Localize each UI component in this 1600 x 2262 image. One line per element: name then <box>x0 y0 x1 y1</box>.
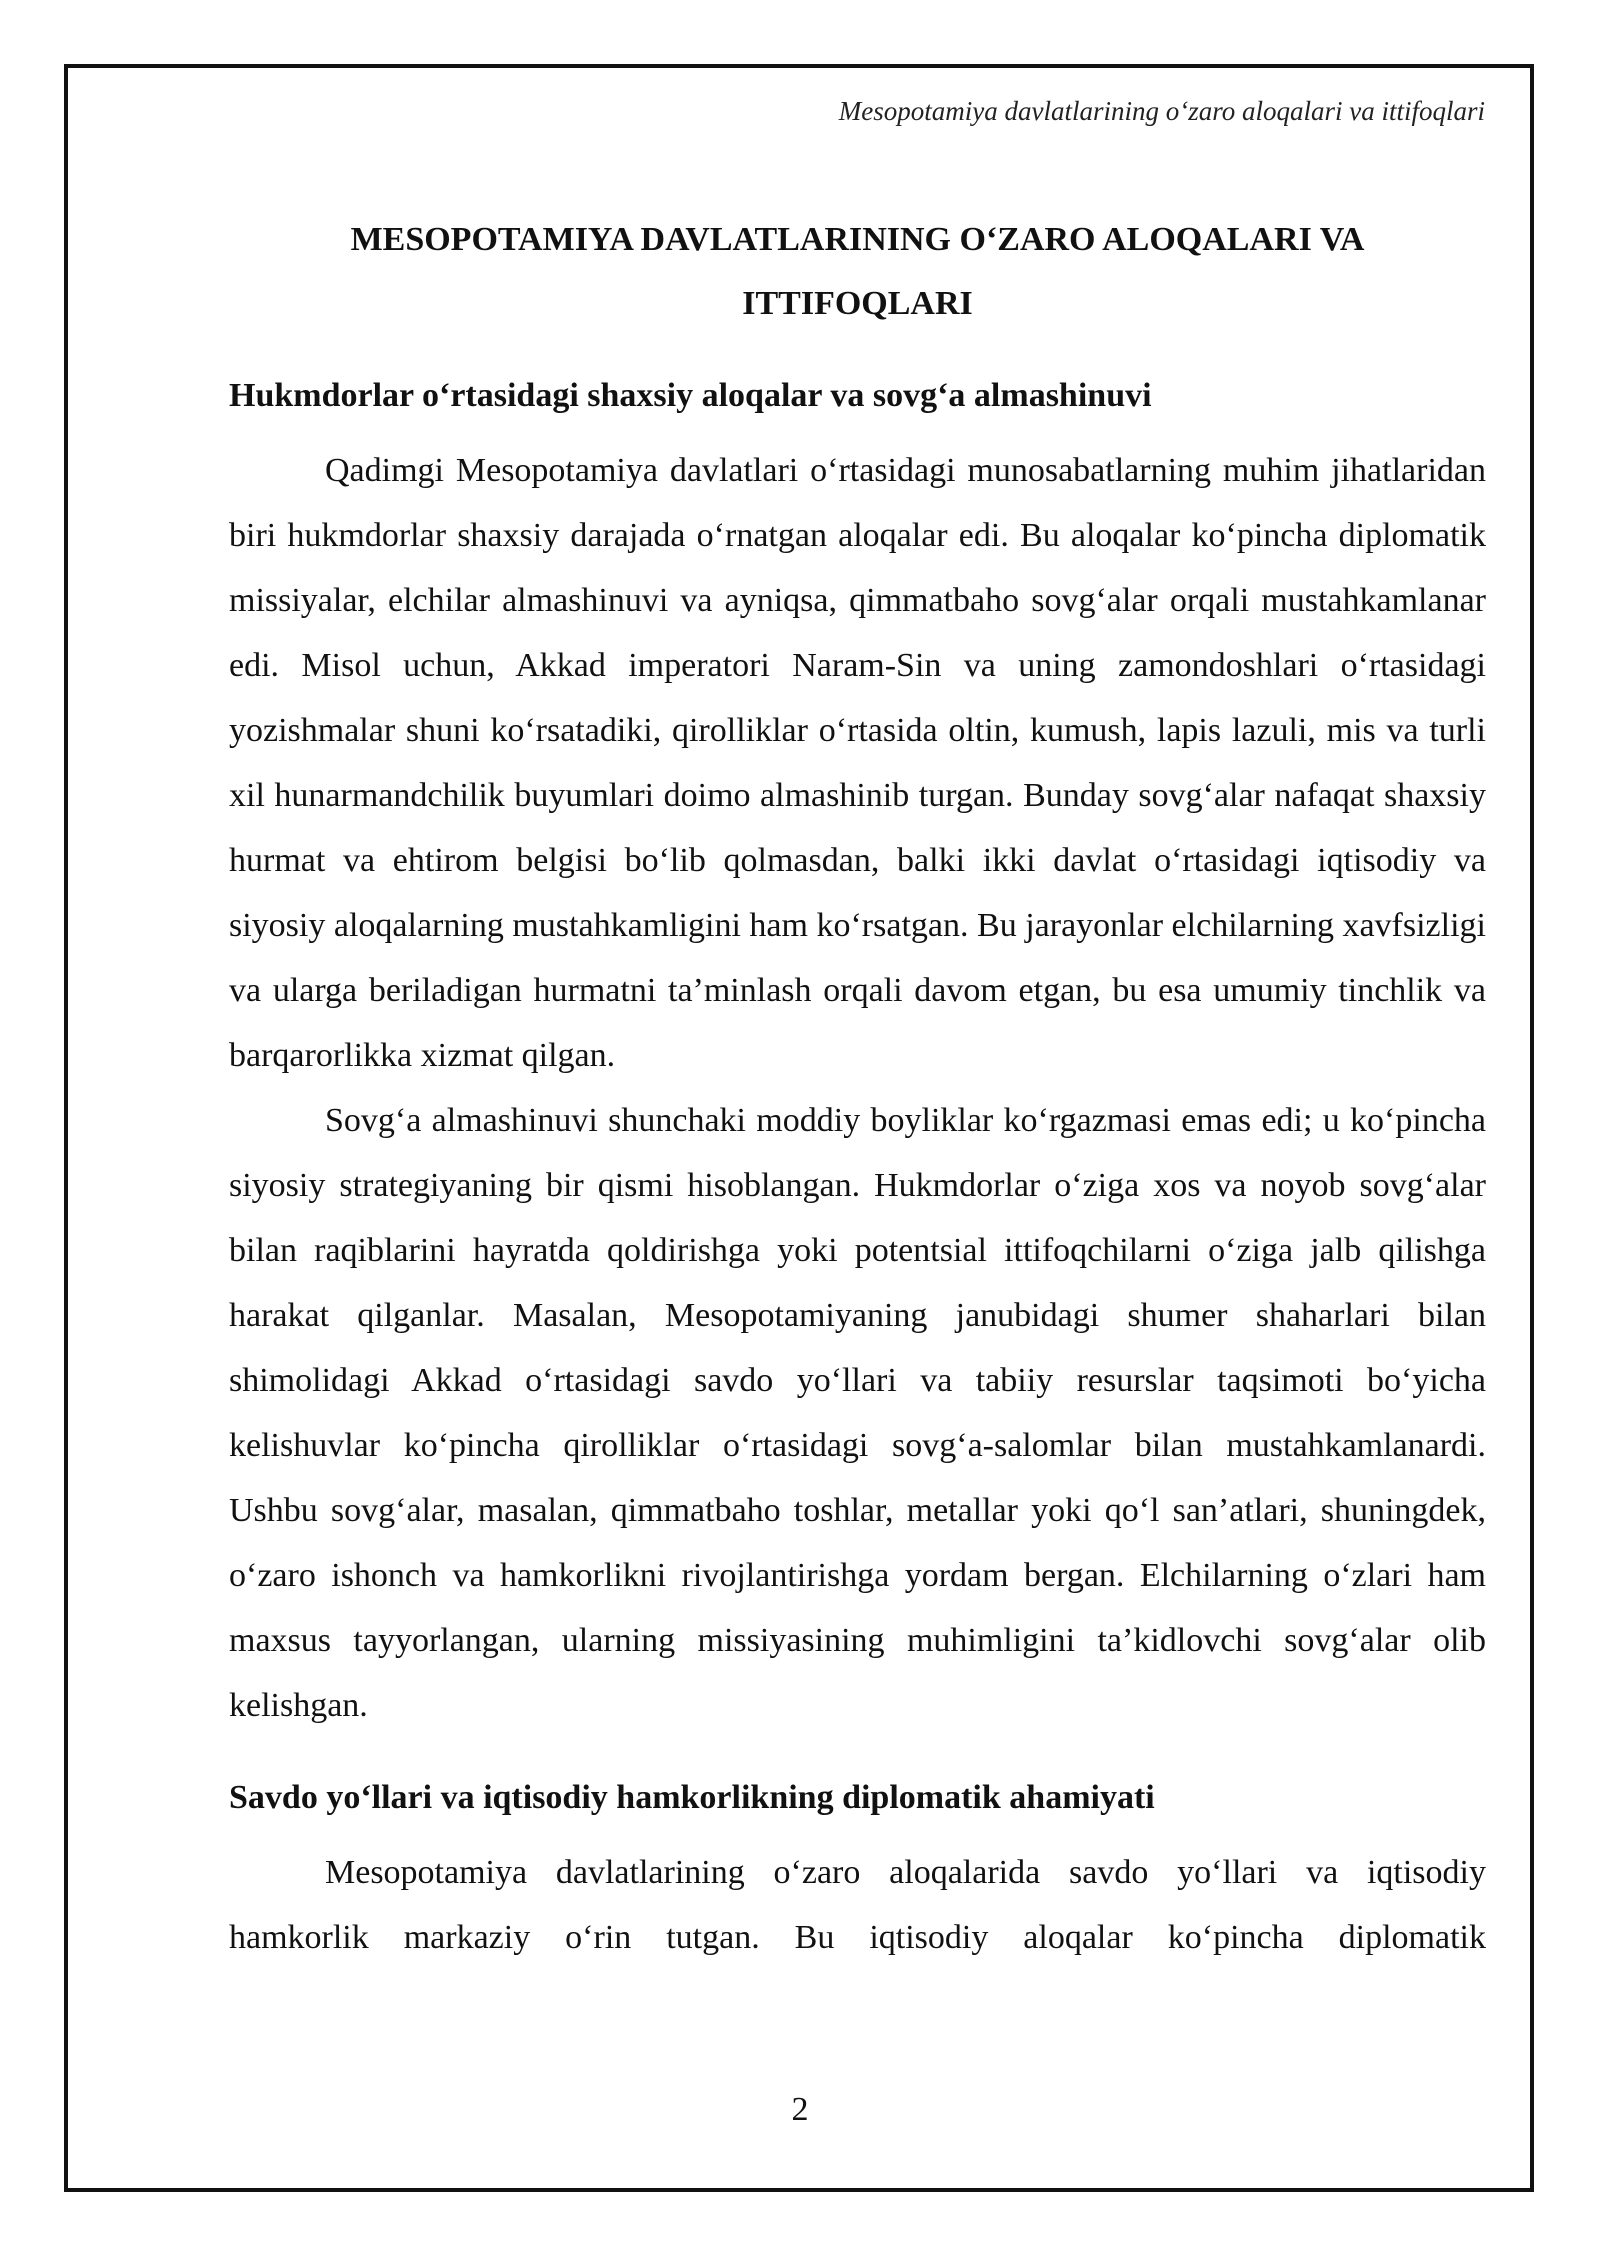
running-header: Mesopotamiya davlatlarining o‘zaro aloqalari va ittifoqlari <box>838 96 1485 126</box>
body-paragraph: Qadimgi Mesopotamiya davlatlari o‘rtasidagi munosabatlarning muhim jihatlaridan biri hukmdorlar shaxsiy darajada o‘rnatgan aloqalar edi. Bu aloqalar ko‘pincha diplomatik missiyalar, elchilar almashinuvi va ayniqsa, qimmatbaho sovg‘alar orqali mustahkamlanar edi. Misol uchun, Akkad imperatori Naram-Sin va uning zamondoshlari o‘rtasidagi yozishmalar shuni ko‘rsatadiki, qirolliklar o‘rtasida oltin, kumush, lapis lazuli, mis va turli xil hunarmandchilik buyumlari doimo almashinib turgan. Bunday sovg‘alar nafaqat shaxsiy hurmat va ehtirom belgisi bo‘lib qolmasdan, balki ikki davlat o‘rtasidagi iqtisodiy va siyosiy aloqalarning mustahkamligini ham ko‘rsatgan. Bu jarayonlar elchilarning xavfsizligi va ularga beriladigan hurmatni ta’minlash orqali davom etgan, bu esa umumiy tinchlik va barqarorlikka xizmat qilgan. <box>229 452 1486 1074</box>
section-heading: Hukmdorlar o‘rtasidagi shaxsiy aloqalar va sovg‘a almashinuvi <box>229 377 1152 414</box>
page-content <box>229 208 1486 1970</box>
document-title-line-2: ITTIFOQLARI <box>742 285 973 322</box>
document-title-line-1: MESOPOTAMIYA DAVLATLARINING O‘ZARO ALOQALARI VA <box>350 221 1365 258</box>
section-heading: Savdo yo‘llari va iqtisodiy hamkorlikning diplomatik ahamiyati <box>229 1779 1155 1816</box>
page-number: 2 <box>791 2091 809 2128</box>
body-paragraph: Sovg‘a almashinuvi shunchaki moddiy boyliklar ko‘rgazmasi emas edi; u ko‘pincha siyosiy strategiyaning bir qismi hisoblangan. Hukmdorlar o‘ziga xos va noyob sovg‘alar bilan raqiblarini hayratda qoldirishga yoki potentsial ittifoqchilarni o‘ziga jalb qilishga harakat qilganlar. Masalan, Mesopotamiyaning janubidagi shumer shaharlari bilan shimolidagi Akkad o‘rtasidagi savdo yo‘llari va tabiiy resurslar taqsimoti bo‘yicha kelishuvlar ko‘pincha qirolliklar o‘rtasidagi sovg‘a-salomlar bilan mustahkamlanardi. Ushbu sovg‘alar, masalan, qimmatbaho toshlar, metallar yoki qo‘l san’atlari, shuningdek, o‘zaro ishonch va hamkorlikni rivojlantirishga yordam bergan. Elchilarning o‘zlari ham maxsus tayyorlangan, ularning missiyasining muhimligini ta’kidlovchi sovg‘alar olib kelishgan. <box>229 1102 1486 1724</box>
document-title <box>229 208 1486 336</box>
body-paragraph: Mesopotamiya davlatlarining o‘zaro aloqalarida savdo yo‘llari va iqtisodiy hamkorlik markaziy o‘rin tutgan. Bu iqtisodiy aloqalar ko‘pincha diplomatik <box>229 1854 1486 1956</box>
